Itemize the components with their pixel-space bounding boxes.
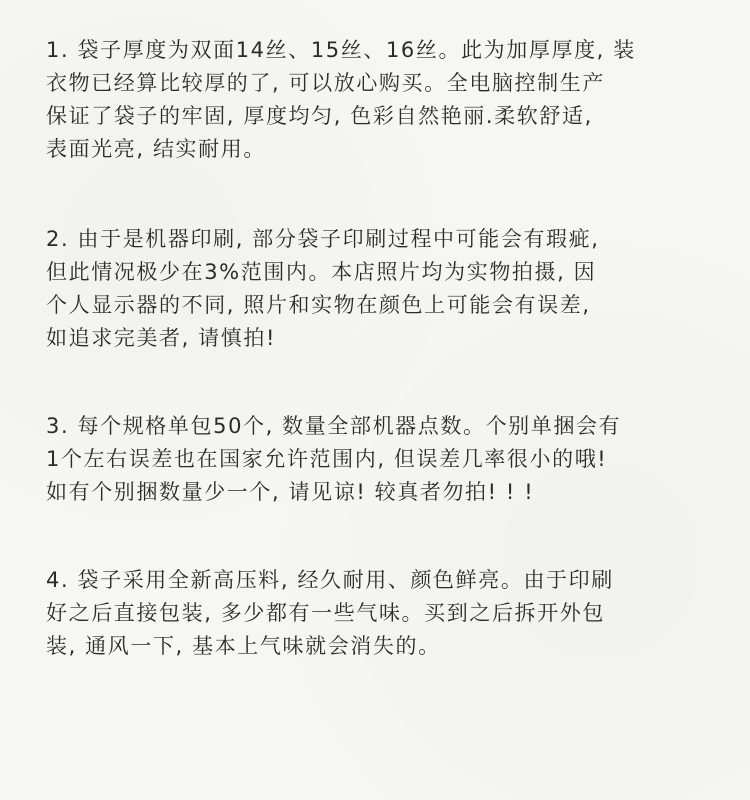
text-line: 装, 通风一下, 基本上气味就会消失的。 bbox=[46, 634, 441, 658]
text-line: 3. 每个规格单包50个, 数量全部机器点数。个别单捆会有 bbox=[46, 414, 622, 438]
text-line: 好之后直接包装, 多少都有一些气味。买到之后拆开外包 bbox=[46, 601, 605, 625]
section-spacer bbox=[46, 355, 710, 410]
section-spacer bbox=[46, 509, 710, 564]
text-line: 表面光亮, 结实耐用。 bbox=[46, 137, 266, 161]
notice-item-2 bbox=[46, 223, 710, 355]
notice-item-4 bbox=[46, 564, 710, 663]
text-line: 4. 袋子采用全新高压料, 经久耐用、颜色鲜亮。由于印刷 bbox=[46, 568, 614, 592]
text-line: 个人显示器的不同, 照片和实物在颜色上可能会有误差, bbox=[46, 293, 591, 317]
section-spacer bbox=[46, 166, 710, 223]
text-line: 但此情况极少在3%范围内。本店照片均为实物拍摄, 因 bbox=[46, 260, 597, 284]
text-line: 1. 袋子厚度为双面14丝、15丝、16丝。此为加厚厚度, 装 bbox=[46, 38, 636, 62]
text-line: 保证了袋子的牢固, 厚度均匀, 色彩自然艳丽.柔软舒适, bbox=[46, 104, 593, 128]
text-line: 如有个别捆数量少一个, 请见谅! 较真者勿拍! ! ! bbox=[46, 480, 535, 504]
notice-item-3 bbox=[46, 410, 710, 509]
text-line: 如追求完美者, 请慎拍! bbox=[46, 326, 276, 350]
notice-item-1 bbox=[46, 34, 710, 166]
text-line: 2. 由于是机器印刷, 部分袋子印刷过程中可能会有瑕疵, bbox=[46, 227, 600, 251]
text-line: 衣物已经算比较厚的了, 可以放心购买。全电脑控制生产 bbox=[46, 71, 605, 95]
text-line: 1个左右误差也在国家允许范围内, 但误差几率很小的哦! bbox=[46, 447, 608, 471]
